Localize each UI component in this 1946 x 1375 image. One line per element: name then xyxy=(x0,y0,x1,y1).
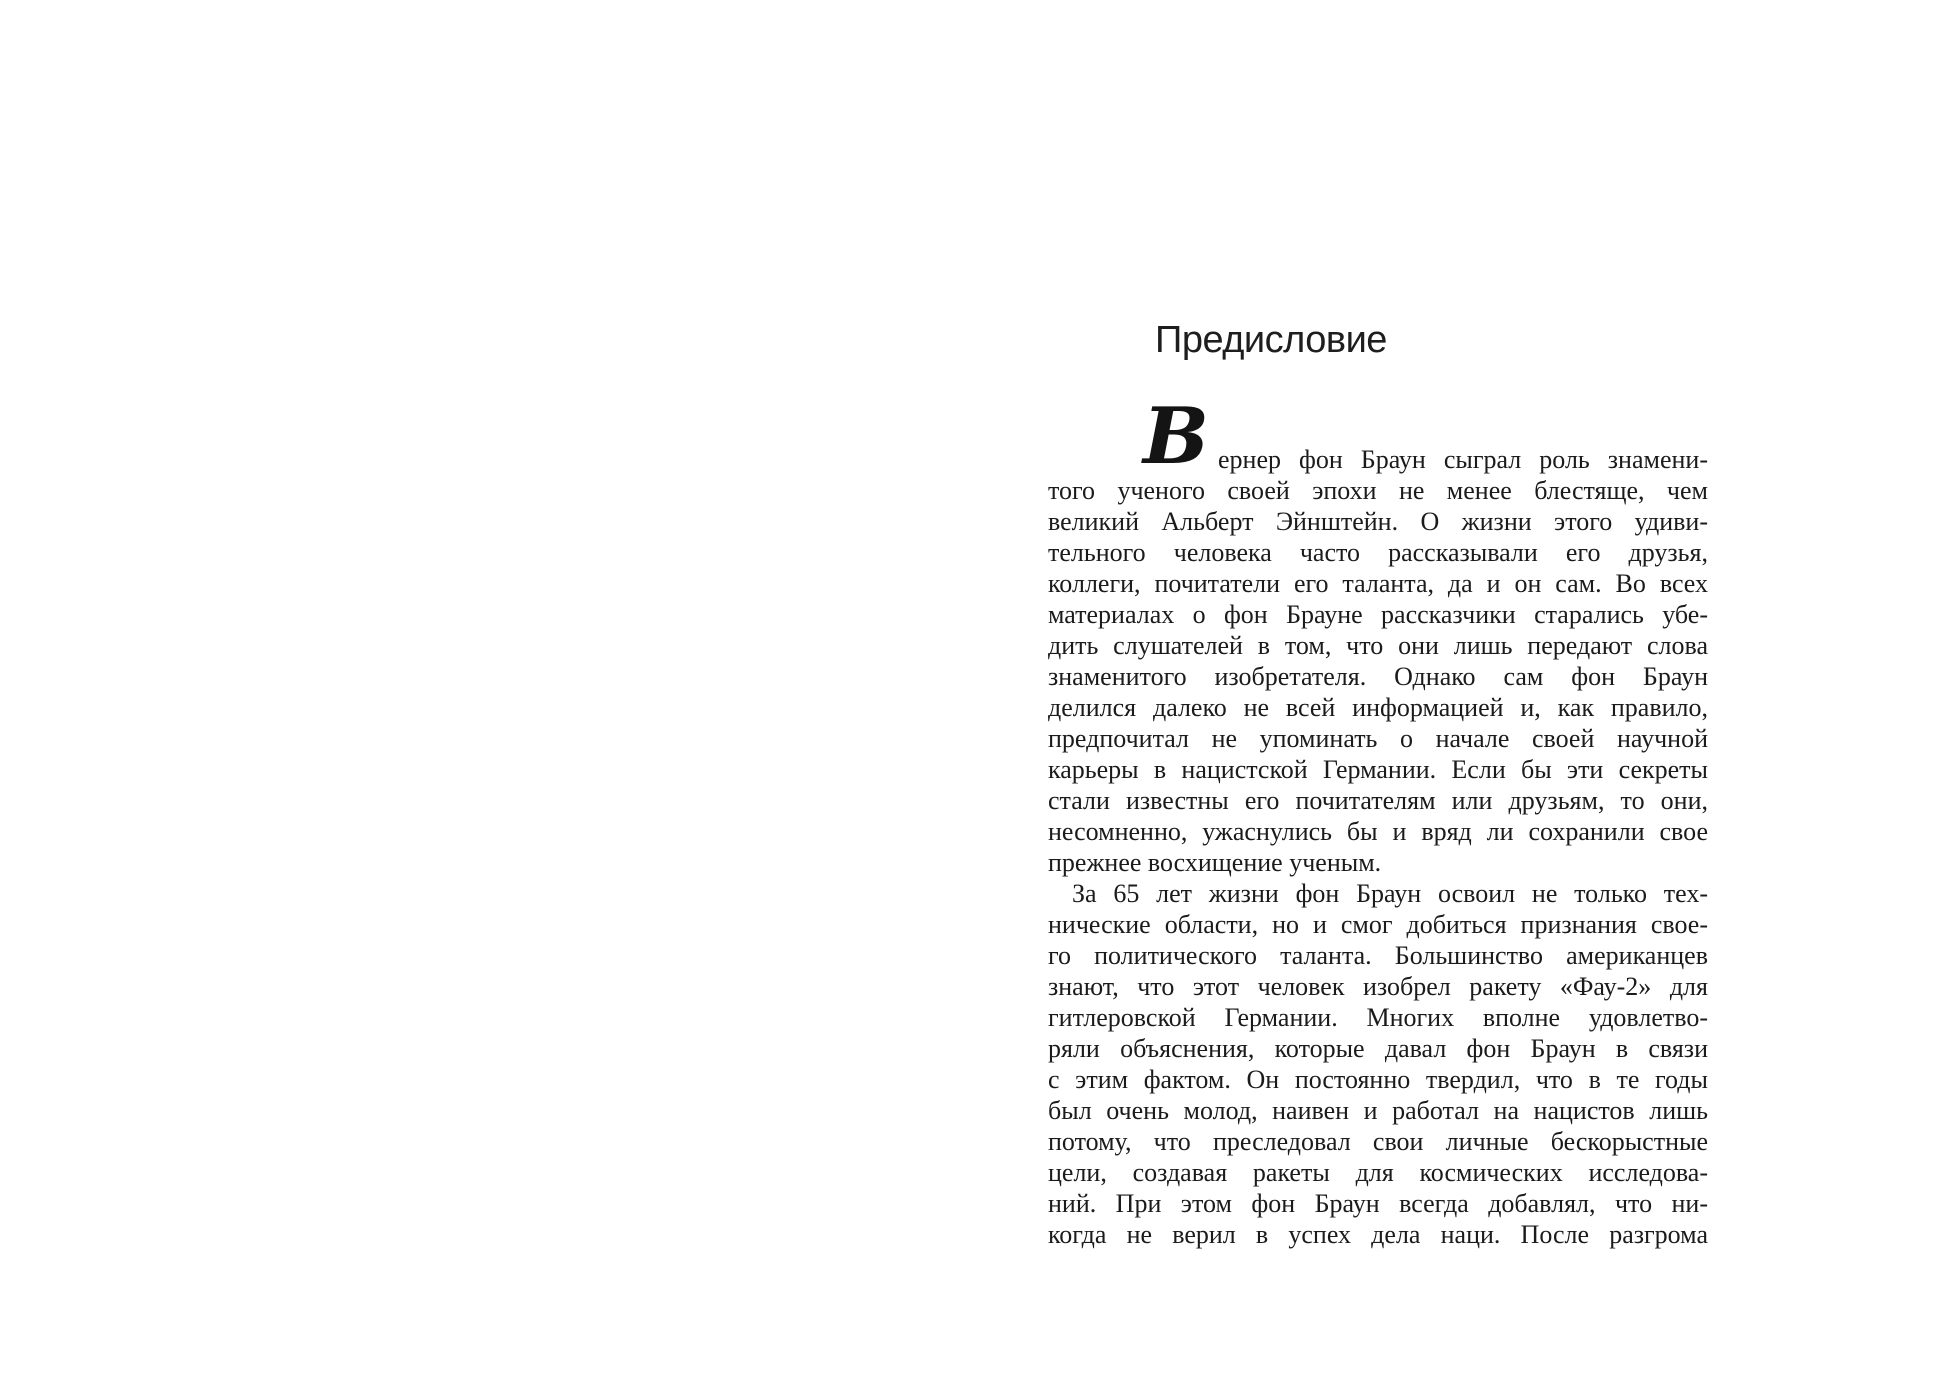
text-line: несомненно, ужаснулись бы и вряд ли сохранили свое xyxy=(1048,817,1708,846)
text-line: ряли объяснения, которые давал фон Браун в связи xyxy=(1048,1034,1708,1063)
drop-cap-initial: В xyxy=(1143,391,1209,482)
text-line: дить слушателей в том, что они лишь передают слова xyxy=(1048,631,1708,660)
text-line: материалах о фон Брауне рассказчики старались убе- xyxy=(1048,600,1708,629)
text-line: предпочитал не упоминать о начале своей научной xyxy=(1048,724,1708,753)
text-line: коллеги, почитатели его таланта, да и он сам. Во всех xyxy=(1048,569,1708,598)
text-column xyxy=(1048,0,1708,1375)
paragraph-1 xyxy=(1048,444,1708,878)
text-line: стали известны его почитателям или друзьям, то они, xyxy=(1048,786,1708,815)
text-line: того ученого своей эпохи не менее блестяще, чем xyxy=(1048,476,1708,505)
text-line: нические области, но и смог добиться признания свое- xyxy=(1048,910,1708,939)
text-line: был очень молод, наивен и работал на нацистов лишь xyxy=(1048,1096,1708,1125)
page-title: Предисловие xyxy=(1155,319,1387,361)
text-line: ернер фон Браун сыграл роль знамени- xyxy=(1218,445,1708,474)
text-line: великий Альберт Эйнштейн. О жизни этого удиви- xyxy=(1048,507,1708,536)
text-line: с этим фактом. Он постоянно твердил, что в те годы xyxy=(1048,1065,1708,1094)
text-line: карьеры в нацистской Германии. Если бы эти секреты xyxy=(1048,755,1708,784)
text-line: гитлеровской Германии. Многих вполне удовлетво- xyxy=(1048,1003,1708,1032)
text-line: ний. При этом фон Браун всегда добавлял, что ни- xyxy=(1048,1189,1708,1218)
text-line: знаменитого изобретателя. Однако сам фон Браун xyxy=(1048,662,1708,691)
text-line: го политического таланта. Большинство американцев xyxy=(1048,941,1708,970)
body-text xyxy=(1048,444,1708,1250)
text-line: знают, что этот человек изобрел ракету «Фау-2» для xyxy=(1048,972,1708,1001)
text-line: За 65 лет жизни фон Браун освоил не только тех- xyxy=(1072,879,1708,908)
text-line: прежнее восхищение ученым. xyxy=(1048,848,1382,877)
paragraph-2 xyxy=(1048,878,1708,1250)
text-line: когда не верил в успех дела наци. После разгрома xyxy=(1048,1220,1708,1249)
text-line: делился далеко не всей информацией и, как правило, xyxy=(1048,693,1708,722)
text-line: цели, создавая ракеты для космических исследова- xyxy=(1048,1158,1708,1187)
text-line: потому, что преследовал свои личные бескорыстные xyxy=(1048,1127,1708,1156)
text-line: тельного человека часто рассказывали его друзья, xyxy=(1048,538,1708,567)
